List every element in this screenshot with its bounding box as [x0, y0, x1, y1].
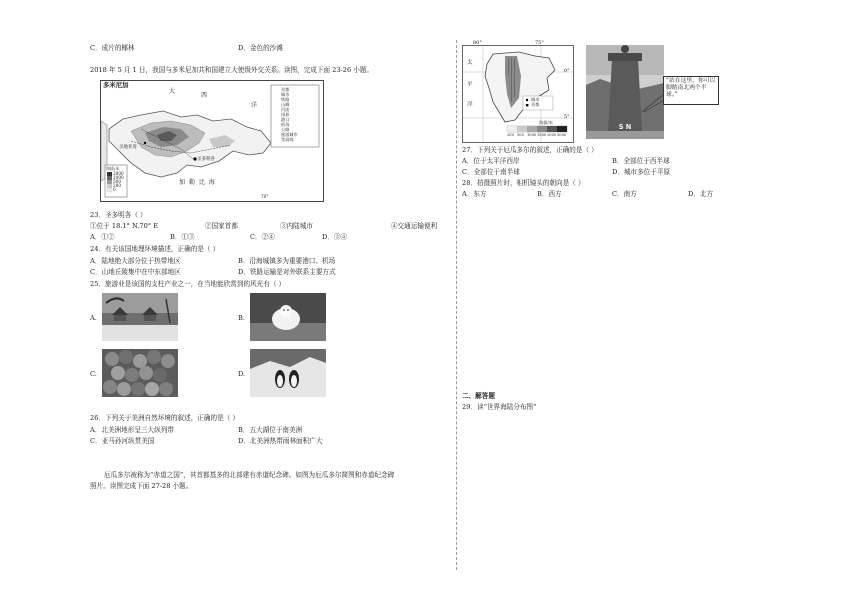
legend-item: 等高线: [281, 137, 294, 142]
ecuador-scale-value: 3000: [557, 133, 567, 137]
q28-option-a: A．东方: [462, 190, 487, 198]
elevation-value: 1000: [113, 175, 124, 180]
speech-bubble: [663, 76, 719, 105]
ecuador-lon1: 80°: [473, 40, 482, 46]
legend-item: 河流: [281, 107, 290, 112]
legend-item: 山峰: [281, 102, 290, 107]
monument-letters: S N: [618, 123, 632, 131]
ecuador-legend-capital: 首都: [531, 102, 540, 107]
q24-option-b: B．沿海城镇多为重要港口、机场: [238, 257, 336, 265]
elevation-value: 500: [113, 179, 121, 184]
beach-huts-photo: [102, 293, 178, 341]
ecuador-sea-2: 平: [467, 82, 473, 88]
q23-option-b: B．①③: [170, 233, 195, 241]
elevation-label: 海拔/米: [106, 166, 120, 171]
elevation-value: 0: [113, 187, 116, 192]
elevation-value: 2000: [113, 171, 124, 176]
ecuador-lat: 0°: [564, 68, 570, 74]
ecuador-scale-value: 1000: [527, 133, 537, 137]
speech-pointer: [640, 92, 666, 114]
sea-south-label: 加 勒 比 海: [179, 179, 216, 186]
q22-option-d: D．金色的沙滩: [238, 44, 283, 52]
intro-27-28-line2: 照片。读图完成下面 27-28 小题。: [90, 482, 193, 490]
city-left-label: 圣地亚哥: [119, 145, 137, 150]
q25-label-b: B.: [238, 314, 245, 322]
sea-north-1: 大: [169, 88, 176, 95]
q28-stem: 28．拍摄照片时，相机镜头的朝向是（ ）: [462, 179, 585, 187]
ecuador-scale-value: 2000: [547, 133, 557, 137]
ecuador-map: [462, 40, 574, 143]
q25-label-c: C.: [90, 370, 97, 378]
q23-statement: ③内陆城市: [280, 222, 313, 230]
ecuador-legend-city: 城市: [531, 97, 540, 102]
speech-text: “站在这里，你可以脚踏南北两个半球。”: [666, 78, 716, 98]
q28-option-c: C．南方: [612, 190, 637, 198]
sea-north-2: 西: [201, 92, 208, 99]
elevation-value: 200: [113, 183, 121, 188]
q27-option-b: B．全部位于西半球: [612, 157, 670, 165]
section2-heading: 二、解答题: [462, 392, 495, 400]
q22-option-c: C．成片的椰林: [90, 44, 135, 52]
q26-option-c: C．亚马孙河纵贯美国: [90, 437, 155, 445]
capital-label: 圣多明各: [197, 157, 215, 162]
q23-option-d: D．③④: [322, 233, 348, 241]
q25-stem: 25．旅游业是该国的支柱产业之一，在当地能欣赏到的风光有（ ）: [90, 280, 286, 288]
q27-option-c: C．全部位于南半球: [462, 168, 520, 176]
legend-item: 国界: [281, 112, 290, 117]
map-tick: 70°: [261, 194, 269, 199]
ecuador-scale-value: 200: [507, 133, 514, 137]
q27-stem: 27．下列关于厄瓜多尔的叙述，正确的是（ ）: [462, 146, 598, 154]
q26-stem: 26．下列关于美洲自然环境的叙述，正确的是（ ）: [90, 414, 239, 422]
q26-option-b: B．五大湖位于南美洲: [238, 426, 303, 434]
q27-option-d: D．城市多位于平原: [612, 168, 671, 176]
q26-option-d: D．北美洲热带雨林面积广大: [238, 437, 323, 445]
q23-stem: 23．圣多明各（ ）: [90, 211, 147, 219]
q23-option-a: A．①②: [90, 233, 115, 241]
q23-statement: ②国家首都: [205, 222, 238, 230]
ecuador-sea-3: 洋: [467, 102, 473, 108]
q23-statement: ④交通运输便利: [391, 222, 438, 230]
column-divider: [456, 40, 457, 570]
polar-bear-photo: [250, 293, 326, 341]
q24-option-a: A．陆地绝大部分位于热带地区: [90, 257, 181, 265]
q25-label-a: A.: [90, 314, 97, 322]
dominica-map-title: 多米尼加: [103, 81, 129, 89]
q28-option-d: D．北方: [688, 190, 714, 198]
intro-27-28-line1: 厄瓜多尔被称为“赤道之国”，其首都基多的北部建有赤道纪念碑。如图为厄瓜多尔简图和赤道纪念碑: [104, 471, 395, 479]
ecuador-scale-value: 1500: [537, 133, 547, 137]
legend-item: 机场: [281, 122, 290, 127]
q24-option-c: C．山地丘陵集中在中东部地区: [90, 268, 181, 276]
ecuador-scale-value: 500: [517, 133, 524, 137]
q24-stem: 24．有关该国地理环境描述，正确的是（ ）: [90, 245, 220, 253]
intro-23-26: 2018 年 5 月 1 日，我国与多米尼加共和国建立大使级外交关系。读图，完成下面 23-26 小题。: [90, 66, 374, 74]
penguins-photo: [250, 349, 326, 397]
q25-label-d: D.: [238, 370, 246, 378]
ecuador-lon2: 75°: [535, 40, 544, 46]
q28-option-b: B．西方: [537, 190, 562, 198]
ecuador-lat2: 5°: [564, 114, 570, 120]
q24-option-d: D．铁路运输是对外联系主要方式: [238, 268, 336, 276]
legend-item: 城市: [281, 92, 290, 97]
q26-option-a: A．北美洲地形呈三大纵列带: [90, 426, 174, 434]
dominica-map: [100, 80, 324, 202]
q23-option-c: C．②④: [250, 233, 275, 241]
fruit-pile-photo: [102, 349, 178, 397]
legend-item: 港口: [281, 117, 290, 122]
legend-item: 旅游城市: [281, 132, 298, 137]
ecuador-sea-1: 太: [467, 60, 473, 66]
sea-north-3: 洋: [251, 102, 258, 109]
legend-item: 首都: [281, 87, 290, 92]
q27-option-a: A．位于太平洋西岸: [462, 157, 520, 165]
q29-stem: 29．读“世界海陆分布图”: [462, 403, 537, 411]
legend-item: 铁路: [281, 97, 290, 102]
legend-item: 公路: [281, 127, 290, 132]
ecuador-scale-label: 海拔/米: [539, 120, 553, 125]
q23-statement: ①位于 18.1° N.70° E: [90, 222, 158, 230]
